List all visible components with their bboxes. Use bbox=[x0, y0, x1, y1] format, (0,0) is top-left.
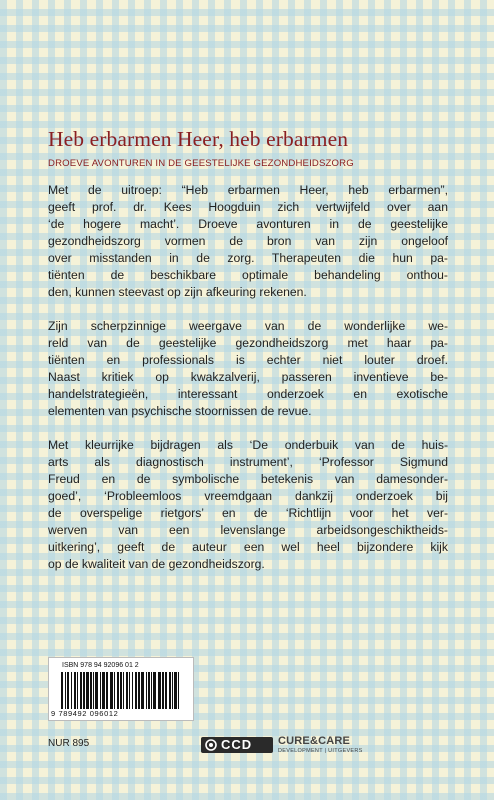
barcode-bar bbox=[74, 672, 76, 709]
barcode-icon bbox=[61, 672, 183, 709]
blurb-paragraph-3 bbox=[48, 437, 448, 573]
blurb-line: de overspelige rietgors’ en de ‘Richtlijn voor het ver- bbox=[48, 506, 448, 520]
barcode-bar bbox=[178, 672, 179, 709]
barcode-bar bbox=[110, 672, 113, 709]
barcode-bar bbox=[151, 672, 152, 709]
barcode-bar bbox=[117, 672, 119, 709]
barcode-bar bbox=[100, 672, 101, 709]
blurb-line: goed’, ‘Probleemloos vreemdgaan dankzij onderzoek bij bbox=[48, 489, 448, 503]
book-title: Heb erbarmen Heer, heb erbarmen bbox=[48, 127, 349, 151]
ccd-logo-text: CCD bbox=[221, 737, 253, 752]
publisher-name: CURE&CARE bbox=[278, 735, 351, 747]
ccd-logo bbox=[201, 737, 273, 753]
isbn-barcode bbox=[48, 657, 194, 721]
barcode-bar bbox=[153, 672, 156, 709]
barcode-bar bbox=[106, 672, 108, 709]
barcode-bar bbox=[148, 672, 150, 709]
barcode-bar bbox=[174, 672, 177, 709]
publisher-tagline: DEVELOPMENT | UITGEVERS bbox=[278, 748, 363, 754]
blurb bbox=[48, 182, 448, 590]
nur-code: NUR 895 bbox=[48, 738, 90, 749]
isbn-digits: 9 789492 096012 bbox=[51, 709, 119, 718]
barcode-bar bbox=[162, 672, 164, 709]
book-subtitle: DROEVE AVONTUREN IN DE GEESTELIJKE GEZONDHEIDSZORG bbox=[48, 158, 354, 169]
barcode-bar bbox=[138, 672, 140, 709]
ccd-swirl-icon bbox=[204, 739, 218, 751]
barcode-bar bbox=[65, 672, 66, 709]
blurb-line: geeft prof. dr. Kees Hoogduin zich vertwijfeld over aan bbox=[48, 200, 448, 214]
blurb-line: over misstanden in de zorg. Therapeuten die hun pa- bbox=[48, 251, 448, 265]
blurb-line: ‘de hogere macht’. Droeve avonturen in de geestelijke bbox=[48, 217, 448, 231]
barcode-bar bbox=[90, 672, 92, 709]
barcode-bar bbox=[102, 672, 105, 709]
barcode-bar bbox=[61, 672, 63, 709]
blurb-line: reld van de geestelijke gezondheidszorg met haar pa- bbox=[48, 336, 448, 350]
isbn-label: ISBN 978 94 92096 01 2 bbox=[62, 662, 139, 669]
barcode-bar bbox=[83, 672, 85, 709]
blurb-line: tiënten en professionals is echter niet louter droef. bbox=[48, 353, 448, 367]
blurb-line: tiënten de beschikbare optimale behandeling onthou- bbox=[48, 268, 448, 282]
blurb-line: op de kwaliteit van de gezondheidszorg. bbox=[48, 557, 265, 571]
barcode-bar bbox=[126, 672, 128, 709]
barcode-bar bbox=[169, 672, 171, 709]
blurb-line: Met de uitroep: “Heb erbarmen Heer, heb erbarmen”, bbox=[48, 183, 448, 197]
barcode-bar bbox=[158, 672, 161, 709]
blurb-line: werven van een levenslange arbeidsongeschiktheids- bbox=[48, 523, 448, 537]
blurb-line: den, kunnen steevast op zijn afkeuring rekenen. bbox=[48, 285, 307, 299]
blurb-line: Naast kritiek op kwakzalverij, passeren inventieve be- bbox=[48, 370, 448, 384]
barcode-bar bbox=[172, 672, 173, 709]
barcode-bar bbox=[165, 672, 167, 709]
blurb-paragraph-1 bbox=[48, 182, 448, 301]
blurb-line: Zijn scherpzinnige weergave van de wonderlijke we- bbox=[48, 319, 448, 333]
barcode-bar bbox=[120, 672, 122, 709]
barcode-bar bbox=[77, 672, 78, 709]
barcode-bar bbox=[95, 672, 98, 709]
blurb-line: handelstrategieën, interessant onderzoek en exotische bbox=[48, 387, 448, 401]
blurb-line: Met kleurrijke bijdragen als ‘De onderbuik van de huis- bbox=[48, 438, 448, 452]
blurb-line: gezondheidszorg vormen de bron van zijn ongeloof bbox=[48, 234, 448, 248]
blurb-line: uitkering’, geeft de auteur een wel heel bijzondere kijk bbox=[48, 540, 448, 554]
barcode-bar bbox=[141, 672, 144, 709]
barcode-bar bbox=[86, 672, 89, 709]
barcode-bar bbox=[123, 672, 124, 709]
blurb-line: Freud en de symbolische betekenis van damesonder- bbox=[48, 472, 448, 486]
barcode-bar bbox=[146, 672, 147, 709]
barcode-bar bbox=[132, 672, 133, 709]
barcode-bar bbox=[135, 672, 137, 709]
barcode-bar bbox=[80, 672, 82, 709]
blurb-line: elementen van psychische stoornissen de revue. bbox=[48, 404, 312, 418]
barcode-bar bbox=[129, 672, 130, 709]
barcode-bar bbox=[71, 672, 72, 709]
barcode-bar bbox=[67, 672, 69, 709]
blurb-line: arts als diagnostisch instrument’, ‘Professor Sigmund bbox=[48, 455, 448, 469]
publisher-logo bbox=[201, 734, 361, 754]
barcode-bar bbox=[114, 672, 115, 709]
barcode-bar bbox=[93, 672, 94, 709]
blurb-paragraph-2 bbox=[48, 318, 448, 420]
